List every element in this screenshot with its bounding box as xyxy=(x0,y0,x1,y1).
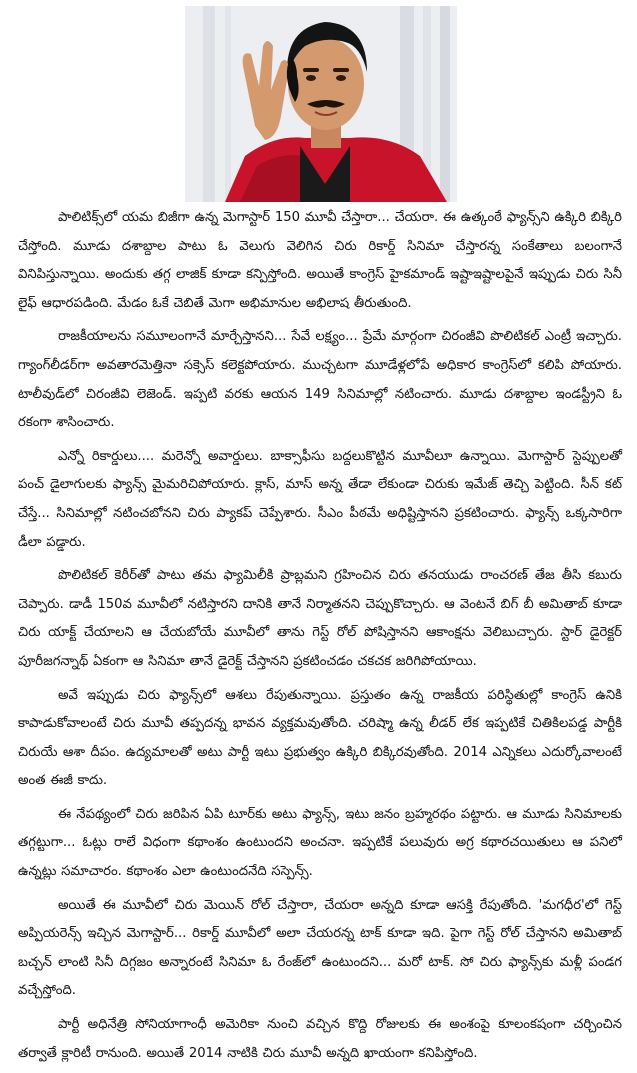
paragraph-8: పార్టీ అధినేత్రి సోనియాగాంధీ అమెరికా నుంచి వచ్చిన కొద్ది రోజులకు ఈ అంశంపై కూలంకషంగా చర్చించిన తర్వాతే క్లారిటీ రానుంది. అయితే 2014 నాటికి చిరు మూవీ అన్నది ఖాయంగా కనిపిస్తోంది. xyxy=(18,1017,622,1061)
paragraph-4: పొలిటికల్ కెరీర్‌తో పాటు తమ ఫ్యామిలీకి ప్రాబ్లమని గ్రహించిన చిరు తనయుడు రాంచరణ్ తేజ తీసి కబురు చెప్పారు. డాడీ 150వ మూవీలో నటిస్తారని దానికి తానే నిర్మాతనని చెప్పుకొచ్చారు. ఆ వెంటనే బిగ్ బీ అమితాబ్ కూడా చిరు యాక్ట్ చేయాలని ఆ చేయబోయే మూవీలో తాను గెస్ట్ రోల్ పోషిస్తానని ఆకాంక్షను వెలిబుచ్చారు. స్టార్ డైరెక్టర్ పూరీజగన్నాథ్ ఏకంగా ఆ సినిమా తానే డైరెక్ట్ చేస్తానని ప్రకటించడం చకచక జరిగిపోయాయి. xyxy=(18,568,622,669)
paragraph-7: అయితే ఈ మూవీలో చిరు మెయిన్ రోల్ చేస్తారా, చేయరా అన్నది కూడా ఆసక్తి రేపుతోంది. 'మగధీర‌'లో గెస్ట్ అప్పియరెన్స్ ఇచ్చిన మెగాస్టార్... రికార్డ్ మూవీలో అలా చేయరన్న టాక్ కూడా ఇది. పైగా గెస్ట్ రోల్ చేస్తానని అమితాబ్ బచ్చన్ లాంటి సినీ దిగ్గజం అన్నారంటే సినిమా ఓ రేంజ్‌లో ఉంటుందని... మరో టాక్. సో చిరు ఫ్యాన్స్‌కు మళ్లీ పండగ వచ్చేస్తోంది. xyxy=(18,897,622,999)
paragraph-1: పాలిటిక్స్‌లో యమ బిజీగా ఉన్న మెగాస్టార్ 150 మూవీ చేస్తారా... చేయరా. ఈ ఉత్కంఠే ఫ్యాన్స్‌ని ఉక్కిరి బిక్కిరి చేస్తోంది. మూడు దశాబ్దాల పాటు ఓ వెలుగు వెలిగిన చిరు రికార్డ్ సినిమా చేస్తారన్న సంకేతాలు బలంగానే వినిపిస్తున్నాయి. అందుకు తగ్గ లాజిక్ కూడా కన్పిస్తోంది. అయితే కాంగ్రెస్ హైకమాండ్ ఇష్టాఇష్టాలపైనే ఇప్పుడు చిరు సినీ లైఫ్ ఆధారపడింది. మేడం ఓకే చెబితే మెగా అభిమానుల అభిలాష తీరుతుంది. xyxy=(18,210,622,311)
paragraph-5: అవే ఇప్పుడు చిరు ఫ్యాన్స్‌లో ఆశలు రేపుతున్నాయి. ప్రస్తుతం ఉన్న రాజకీయ పరిస్థితుల్లో కాంగ్రెస్ ఉనికి కాపాడుకోవాలంటే చిరు మూవీ తప్పదన్న భావన వ్యక్తమవుతోంది. చరిష్మా ఉన్న లీడర్ లేక ఇప్పటికే చితికిలపడ్డ పార్టీకి చిరుయే ఆశా దీపం. ఉద్యమాలతో అటు పార్టీ ఇటు ప్రభుత్వం ఉక్కిరి బిక్కిరవుతోంది. 2014 ఎన్నికలు ఎదుర్కోవాలంటే అంత ఈజీ కాదు. xyxy=(18,687,622,789)
actor-photo-illustration xyxy=(185,6,457,202)
paragraph-3: ఎన్నో రికార్డులు.... మరెన్నో అవార్డులు. బాక్సాఫీసు బద్దలుకొట్టిన మూవీలూ ఉన్నాయి. మెగాస్టార్ స్టెప్పులతో పంచ్ డైలాగులకు ఫ్యాన్స్ మైమరిచిపోయారు. క్లాస్, మాస్ అన్న తేడా లేకుండా చిరుకు ఇమేజ్ తెచ్చి పెట్టింది. సీన్ కట్ చేస్తే... సినిమాల్లో నటించబోనని చిరు ప్యాకప్ చెప్పేశారు. సీఎం పీఠమే అధిష్టిస్తానని ప్రకటించారు. ఫ్యాన్స్ ఒక్కసారిగా డీలా పడ్డారు. xyxy=(18,448,622,550)
paragraph-2: రాజకీయాలను సమూలంగానే మార్చేస్తానని... సేవే లక్ష్యం... ప్రేమే మార్గంగా చిరంజీవి పొలిటికల్ ఎంట్రీ ఇచ్చారు. గ్యాంగ్‌లీడర్‌గా అవతారమెత్తినా సక్సెస్ కలెక్టపోయారు. ముచ్చటగా మూడేళ్లలోపే అధికార కాంగ్రెస్‌లో కలిపి పోయారు. టాలీవుడ్‌లో చిరంజీవి లెజెండ్. ఇప్పటి వరకు ఆయన 149 సినిమాల్లో నటించారు. మూడు దశాబ్దాల ఇండస్ట్రీని ఓ రకంగా శాసించారు. xyxy=(18,329,622,431)
article-body xyxy=(18,204,622,1073)
actor-photo xyxy=(185,6,457,202)
paragraph-6: ఈ నేపథ్యంలో చిరు జరిపిన ఏపి టూర్‌కు అటు ఫ్యాన్స్, ఇటు జనం బ్రహ్మరథం పట్టారు. ఆ మూడు సినిమాలకు తగ్గట్టుగా... ఓట్లు రాలే విధంగా కథాంశం ఉంటుందని అంచనా. ఇప్పటికే పలువురు అగ్ర కథారచయితులు ఆ పనిలో ఉన్నట్లు సమాచారం. కథాంశం ఎలా ఉంటుందనేది సస్పెన్స్. xyxy=(18,806,622,880)
